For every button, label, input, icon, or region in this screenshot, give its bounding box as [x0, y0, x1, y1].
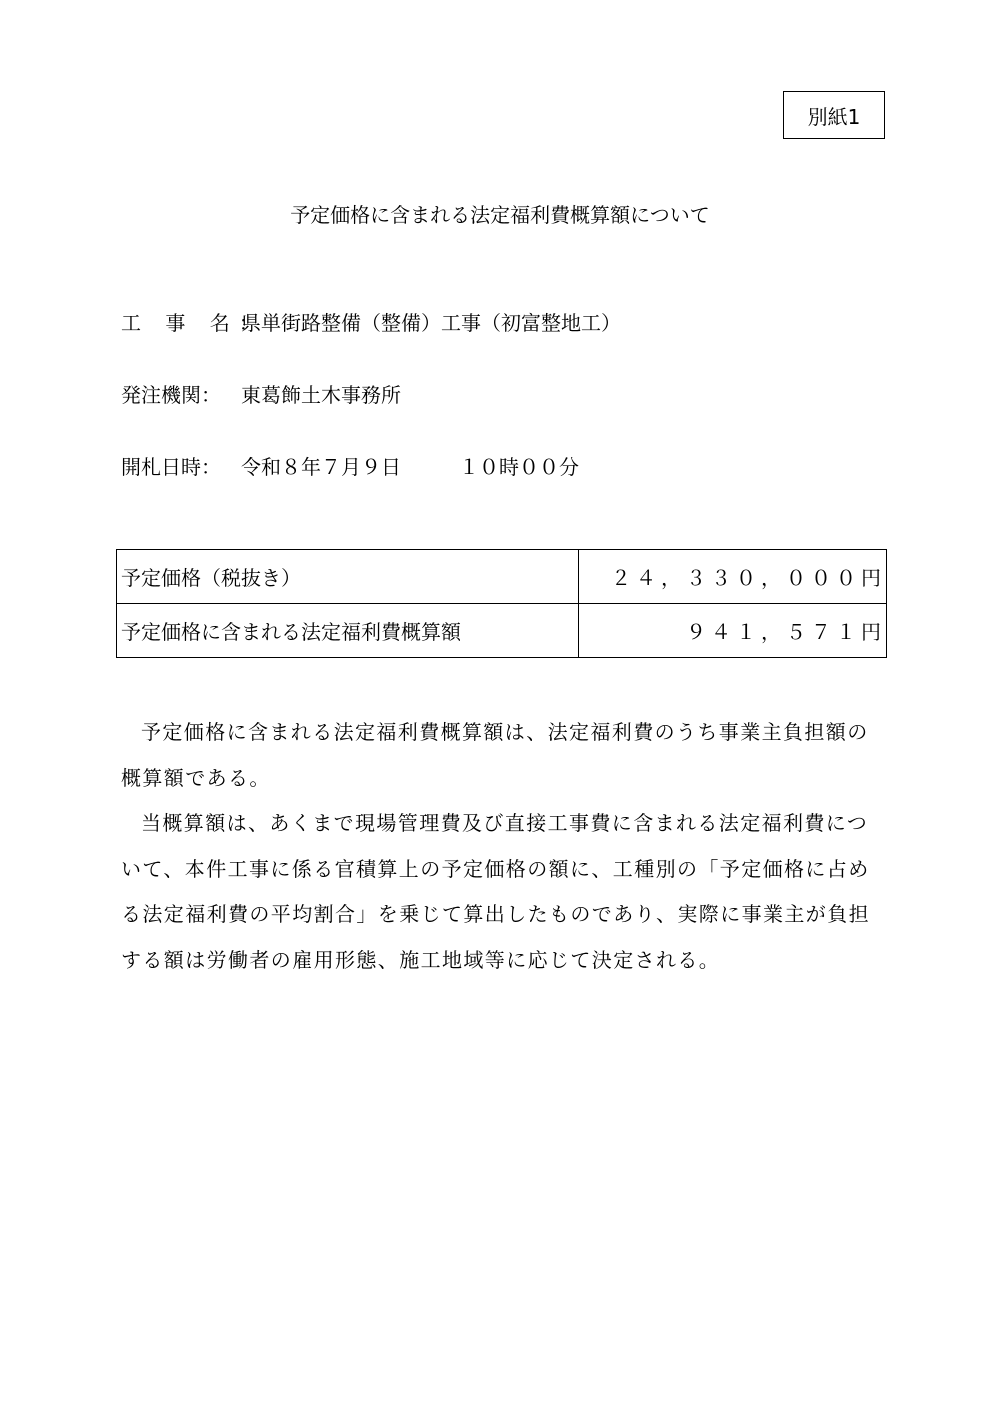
ordering-agency-label: 発注機関：: [121, 383, 221, 407]
project-name-row: [121, 307, 621, 336]
project-name-label: 工 事 名：: [121, 311, 268, 335]
table-row: [117, 550, 887, 604]
ordering-agency-value: 東葛飾土木事務所: [241, 383, 401, 407]
bid-opening-time: １０時００分: [459, 455, 579, 479]
explanation-text: [121, 710, 887, 984]
project-name-value: 県単街路整備（整備）工事（初富整地工）: [241, 311, 621, 335]
price-table: [116, 549, 887, 658]
bid-opening-date: 令和８年７月９日: [241, 455, 401, 479]
welfare-cost-amount: ９４１，５７１円: [579, 604, 887, 658]
page-title: 予定価格に含まれる法定福利費概算額について: [290, 203, 710, 227]
bid-opening-label: 開札日時：: [121, 455, 221, 479]
attachment-label: 別紙1: [783, 91, 885, 139]
planned-price-label: 予定価格（税抜き）: [117, 550, 579, 604]
planned-price-amount: ２４，３３０，０００円: [579, 550, 887, 604]
paragraph: 当概算額は、あくまで現場管理費及び直接工事費に含まれる法定福利費について、本件工事に係る官積算上の予定価格の額に、工種別の「予定価格に占める法定福利費の平均割合」を乗じて算出したものであり、実際に事業主が負担する額は労働者の雇用形態、施工地域等に応じて決定される。: [121, 811, 870, 972]
table-row: [117, 604, 887, 658]
paragraph: 予定価格に含まれる法定福利費概算額は、法定福利費のうち事業主負担額の概算額である。: [121, 720, 869, 790]
ordering-agency-row: [121, 379, 401, 408]
bid-opening-row: [121, 451, 579, 480]
welfare-cost-label: 予定価格に含まれる法定福利費概算額: [117, 604, 579, 658]
